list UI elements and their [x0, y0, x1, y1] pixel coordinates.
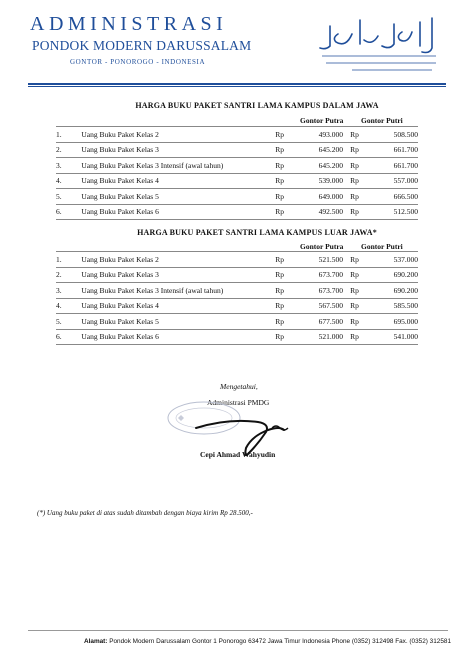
footer-rule [28, 630, 448, 631]
section2-col-putri: Gontor Putri [361, 242, 403, 251]
row-price-putri: 512.500 [366, 204, 418, 220]
row-price-putra: 492.500 [291, 204, 343, 220]
row-price-putri: 557.000 [366, 173, 418, 189]
row-item: Uang Buku Paket Kelas 3 Intensif (awal tahun) [81, 158, 268, 174]
section2-title: HARGA BUKU PAKET SANTRI LAMA KAMPUS LUAR JAWA* [137, 228, 377, 237]
row-number: 5. [56, 314, 81, 330]
row-currency-putri: Rp [343, 127, 366, 143]
signatory-name: Cepi Ahmad Wahyudin [200, 450, 276, 459]
row-currency-putra: Rp [268, 283, 291, 299]
signature-office: Administrasi PMDG [207, 398, 270, 407]
row-price-putra: 493.000 [291, 127, 343, 143]
row-currency-putri: Rp [343, 283, 366, 299]
table-row [56, 158, 418, 174]
table-row [56, 314, 418, 330]
row-number: 4. [56, 298, 81, 314]
section2-col-putra: Gontor Putra [300, 242, 344, 251]
signature-mengetahui: Mengetahui, [220, 382, 258, 391]
table-row [56, 298, 418, 314]
section1-col-putra: Gontor Putra [300, 116, 344, 125]
section1-title: HARGA BUKU PAKET SANTRI LAMA KAMPUS DALAM JAWA [135, 101, 379, 110]
row-price-putri: 695.000 [366, 314, 418, 330]
table-row [56, 142, 418, 158]
row-price-putri: 541.000 [366, 329, 418, 345]
section2-price-table [56, 251, 418, 345]
row-currency-putri: Rp [343, 158, 366, 174]
row-currency-putra: Rp [268, 329, 291, 345]
row-currency-putri: Rp [343, 173, 366, 189]
row-number: 3. [56, 283, 81, 299]
letterhead-rule-thin [28, 86, 446, 87]
row-price-putra: 673.700 [291, 267, 343, 283]
row-currency-putra: Rp [268, 204, 291, 220]
row-price-putra: 521.500 [291, 252, 343, 268]
row-number: 6. [56, 204, 81, 220]
row-currency-putra: Rp [268, 298, 291, 314]
row-number: 4. [56, 173, 81, 189]
row-price-putra: 673.700 [291, 283, 343, 299]
row-item: Uang Buku Paket Kelas 6 [81, 329, 268, 345]
table-row [56, 204, 418, 220]
table-row [56, 329, 418, 345]
row-currency-putra: Rp [268, 314, 291, 330]
row-currency-putri: Rp [343, 267, 366, 283]
table-row [56, 127, 418, 143]
footer-address [84, 638, 451, 645]
row-price-putri: 690.200 [366, 267, 418, 283]
row-currency-putri: Rp [343, 298, 366, 314]
row-item: Uang Buku Paket Kelas 2 [81, 127, 268, 143]
row-price-putri: 508.500 [366, 127, 418, 143]
row-item: Uang Buku Paket Kelas 5 [81, 189, 268, 205]
row-price-putra: 677.500 [291, 314, 343, 330]
row-currency-putri: Rp [343, 314, 366, 330]
row-currency-putra: Rp [268, 189, 291, 205]
row-price-putri: 537.000 [366, 252, 418, 268]
table-row [56, 283, 418, 299]
row-currency-putri: Rp [343, 204, 366, 220]
row-price-putri: 661.700 [366, 142, 418, 158]
footer-text: Pondok Modern Darussalam Gontor 1 Ponorogo 63472 Jawa Timur Indonesia Phone (0352) 312498 Fax. (0352) 312581 [109, 638, 451, 645]
row-currency-putri: Rp [343, 329, 366, 345]
letterhead-rule [28, 83, 446, 85]
letterhead-subtitle: PONDOK MODERN DARUSSALAM [32, 38, 252, 53]
row-item: Uang Buku Paket Kelas 4 [81, 173, 268, 189]
row-currency-putra: Rp [268, 267, 291, 283]
row-number: 3. [56, 158, 81, 174]
row-item: Uang Buku Paket Kelas 3 [81, 142, 268, 158]
row-item: Uang Buku Paket Kelas 3 Intensif (awal tahun) [81, 283, 268, 299]
row-currency-putra: Rp [268, 127, 291, 143]
row-currency-putri: Rp [343, 189, 366, 205]
row-item: Uang Buku Paket Kelas 6 [81, 204, 268, 220]
footer-label: Alamat: [84, 638, 108, 645]
row-item: Uang Buku Paket Kelas 5 [81, 314, 268, 330]
row-currency-putra: Rp [268, 142, 291, 158]
table-row [56, 267, 418, 283]
row-price-putri: 666.500 [366, 189, 418, 205]
arabic-calligraphy-logo [312, 10, 442, 80]
row-number: 1. [56, 252, 81, 268]
row-number: 2. [56, 142, 81, 158]
row-currency-putri: Rp [343, 252, 366, 268]
row-item: Uang Buku Paket Kelas 2 [81, 252, 268, 268]
row-currency-putra: Rp [268, 158, 291, 174]
row-price-putra: 645.200 [291, 142, 343, 158]
row-number: 6. [56, 329, 81, 345]
row-item: Uang Buku Paket Kelas 4 [81, 298, 268, 314]
table-row [56, 189, 418, 205]
row-price-putri: 661.700 [366, 158, 418, 174]
row-price-putra: 649.000 [291, 189, 343, 205]
row-price-putra: 645.200 [291, 158, 343, 174]
row-price-putra: 539.000 [291, 173, 343, 189]
table-row [56, 252, 418, 268]
row-price-putra: 521.000 [291, 329, 343, 345]
letterhead-title: ADMINISTRASI [30, 13, 228, 35]
row-price-putra: 567.500 [291, 298, 343, 314]
row-number: 2. [56, 267, 81, 283]
row-currency-putra: Rp [268, 252, 291, 268]
row-currency-putri: Rp [343, 142, 366, 158]
row-price-putri: 690.200 [366, 283, 418, 299]
section1-price-table [56, 126, 418, 220]
shipping-note: (*) Uang buku paket di atas sudah ditambah dengan biaya kirim Rp 28.500,- [37, 509, 253, 517]
table-row [56, 173, 418, 189]
letterhead-location: GONTOR - PONOROGO - INDONESIA [70, 58, 206, 66]
row-number: 1. [56, 127, 81, 143]
row-currency-putra: Rp [268, 173, 291, 189]
section1-col-putri: Gontor Putri [361, 116, 403, 125]
row-item: Uang Buku Paket Kelas 3 [81, 267, 268, 283]
row-price-putri: 585.500 [366, 298, 418, 314]
row-number: 5. [56, 189, 81, 205]
